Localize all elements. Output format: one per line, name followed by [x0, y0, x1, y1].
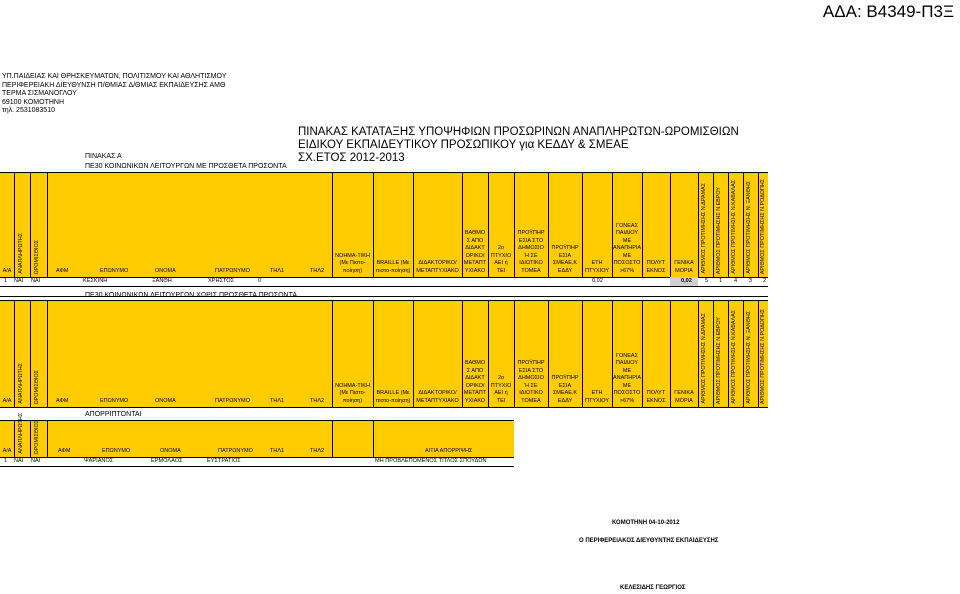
- col-oromisthios: ΩΡΟΜΙΣΘΙΟΣ: [34, 239, 40, 274]
- col-aa: Α/Α: [2, 267, 12, 274]
- section-rejected-label: ΑΠΟΡΡΙΠΤΟΝΤΑΙ: [85, 411, 142, 418]
- col-eponymo: ΕΠΩΝΥΜΟ: [100, 267, 129, 274]
- col-genika-moria: ΓΕΝΙΚΑ ΜΟΡΙΑ: [674, 390, 694, 404]
- col-anaplirotis: ΑΝΑΠΛΗΡΩΤΗΣ: [18, 233, 24, 274]
- cell-pref-kavalas: 4: [734, 278, 738, 284]
- col-pref-evrou: ΑΡΙΘΜΟΣ ΠΡΟΤΙΜΗΣΗΣ Ν.ΕΒΡΟΥ: [716, 316, 722, 404]
- col-pref-xanthis: ΑΡΙΘΜΟΣ ΠΡΟΤΙΜΗΣΗΣ Ν. ΞΑΝΘΗΣ: [746, 181, 752, 274]
- col-afm: ΑΦΜ: [58, 447, 71, 454]
- cell-onoma: ΕΡΜΟΛΑΟΣ: [151, 458, 183, 464]
- document-title-line-1: ΠΙΝΑΚΑΣ ΚΑΤΑΤΑΞΗΣ ΥΠΟΨΗΦΙΩΝ ΠΡΟΣΩΡΙΝΩΝ ΑΝΑΠΛΗΡΩΤΩΝ-ΩΡΟΜΙΣΘΙΩΝ: [298, 126, 739, 138]
- ministry-line-1: ΥΠ.ΠΑΙΔΕΙΑΣ ΚΑΙ ΘΡΗΣΚΕΥΜΑΤΩΝ, ΠΟΛΙΤΙΣΜΟΥ ΚΑΙ ΑΘΛΗΤΙΣΜΟΥ: [2, 73, 227, 80]
- col-thl2: ΤΗΛ2: [310, 267, 325, 274]
- cell-anaplirotis: ΝΑΙ: [14, 458, 24, 464]
- col-prouphresia-smeae: ΠΡΟΫΠΗΡ ΕΣΙΑ ΣΜΕΑΕ,Κ ΕΔΔΥ: [551, 245, 579, 274]
- cell-pref-rodopis: 2: [763, 278, 767, 284]
- col-onoma: ΟΝΟΜΑ: [160, 447, 181, 454]
- cell-pref-evrou: 1: [719, 278, 723, 284]
- col-thl1: ΤΗΛ1: [270, 397, 285, 404]
- col-pref-kavalas: ΑΡΙΘΜΟΣ ΠΡΟΤΙΜΗΣΗΣ Ν.ΚΑΒΑΛΑΣ: [731, 180, 737, 274]
- table-a-label: ΠΙΝΑΚΑΣ Α: [85, 153, 122, 160]
- col-genika-moria: ΓΕΝΙΚΑ ΜΟΡΙΑ: [674, 260, 694, 274]
- ministry-line-5: τηλ. 2531083510: [2, 107, 55, 115]
- cell-eponymo: ΚΕΣΚΙΝΗ: [83, 278, 108, 284]
- col-patronymo: ΠΑΤΡΩΝΥΜΟ: [218, 447, 253, 454]
- col-aa: Α/Α: [2, 397, 12, 404]
- col-aitia: ΑΙΤΙΑ ΑΠΟΡΡΙΨΗΣ: [425, 447, 473, 454]
- signatory-role: Ο ΠΕΡΙΦΕΡΕΙΑΚΟΣ ΔΙΕΥΘΥΝΤΗΣ ΕΚΠΑΙΔΕΥΣΗΣ: [579, 538, 719, 544]
- col-polyteknos: ΠΟΛΥΤ ΕΚΝΟΣ: [646, 390, 666, 404]
- cell-patronymo: ΧΡΗΣΤΟΣ: [208, 278, 235, 284]
- cell-onoma: ΞΑΝΘΗ: [152, 278, 172, 284]
- col-prouphresia-dimosio: ΠΡΟΫΠΗΡ ΕΣΙΑ ΣΤΟ ΔΗΜΟΣΙΟ Ή ΣΕ ΙΔΙΩΤΙΚΟ ΤΟΜΕΑ: [517, 360, 545, 404]
- col-ptyxio-2: 2ο ΠΤΥΧΙΟ ΑΕΙ ή ΤΕΙ: [490, 245, 512, 274]
- col-thl2: ΤΗΛ2: [310, 397, 325, 404]
- cell-pref-xanthis: 3: [749, 278, 753, 284]
- ministry-line-3: ΤΕΡΜΑ ΣΙΣΜΑΝΟΓΛΟΥ: [2, 90, 77, 98]
- col-braille: BRAILLE (Με πιστο-ποίηση): [375, 390, 411, 404]
- col-noimatiki: ΝΟΗΜΑ-ΤΙΚΗ (Με Πιστο- ποίηση): [335, 382, 370, 404]
- col-thl1: ΤΗΛ1: [270, 267, 285, 274]
- col-braille: BRAILLE (Με πιστο-ποίηση): [375, 260, 411, 274]
- col-prouphresia-dimosio: ΠΡΟΫΠΗΡ ΕΣΙΑ ΣΤΟ ΔΗΜΟΣΙΟ Ή ΣΕ ΙΔΙΩΤΙΚΟ ΤΟΜΕΑ: [517, 230, 545, 274]
- col-pref-kavalas: ΑΡΙΘΜΟΣ ΠΡΟΤΙΜΗΣΗΣ Ν.ΚΑΒΑΛΑΣ: [731, 310, 737, 404]
- section-without-extra-label: ΠΕ30 ΚΟΙΝΩΝΙΚΩΝ ΛΕΙΤΟΥΡΓΩΝ ΧΩΡΙΣ ΠΡΟΣΘΕΤΑ ΠΡΟΣΟΝΤΑ: [85, 292, 297, 299]
- col-eponymo: ΕΠΩΝΥΜΟ: [100, 397, 129, 404]
- col-thl2: ΤΗΛ2: [310, 447, 325, 454]
- col-noimatiki: ΝΟΗΜΑ-ΤΙΚΗ (Με Πιστο- ποίηση): [335, 252, 370, 274]
- ministry-line-2: ΠΕΡΙΦΕΡΕΙΑΚΗ ΔΙΕΥΘΥΝΣΗ Π/ΘΜΙΑΣ Δ/ΘΜΙΑΣ ΕΚΠΑΙΔΕΥΣΗΣ ΑΜΘ: [2, 81, 226, 89]
- col-eti-ptyxiou: ΕΤΗ ΠΤΥΧΙΟΥ: [585, 260, 609, 274]
- col-pref-rodopis: ΑΡΙΘΜΟΣ ΠΡΟΤΙΜΗΣΗΣ Ν.ΡΟΔΟΠΗΣ: [760, 308, 766, 404]
- cell-eponymo: ΨΑΡΙΑΝΟΣ: [84, 458, 114, 464]
- col-ptyxio-2: 2ο ΠΤΥΧΙΟ ΑΕΙ ή ΤΕΙ: [490, 375, 512, 404]
- cell-prouphresia: 0,02: [592, 278, 603, 284]
- col-anaplirotis: ΑΝΑΠΛΗΡΩΤΗΣ: [18, 413, 24, 454]
- col-oromisthios: ΩΡΟΜΙΣΘΙΟΣ: [34, 419, 40, 454]
- table-header-band-2: [0, 300, 768, 408]
- cell-pref-dramas: 5: [705, 278, 709, 284]
- cell-patronymo: ΕΥΣΤΡΑΤΙΟΣ: [207, 458, 241, 464]
- col-pref-evrou: ΑΡΙΘΜΟΣ ΠΡΟΤΙΜΗΣΗΣ Ν.ΕΒΡΟΥ: [716, 186, 722, 274]
- col-pref-dramas: ΑΡΙΘΜΟΣ ΠΡΟΤΙΜΗΣΗΣ Ν.ΔΡΑΜΑΣ: [701, 183, 707, 274]
- place-date: ΚΟΜΟΤΗΝΗ 04-10-2012: [612, 520, 680, 526]
- table-header-band-1: [0, 172, 768, 278]
- cell-genika-moria: 0,02: [681, 278, 692, 284]
- col-eponymo: ΕΠΩΝΥΜΟ: [102, 447, 131, 454]
- col-patronymo: ΠΑΤΡΩΝΥΜΟ: [215, 397, 250, 404]
- col-prouphresia-smeae: ΠΡΟΫΠΗΡ ΕΣΙΑ ΣΜΕΑΕ,Κ ΕΔΔΥ: [551, 375, 579, 404]
- cell-aa: 1: [4, 458, 8, 464]
- col-goneas: ΓΟΝΕΑΣ ΠΑΙΔΙΟΥ ΜΕ ΑΝΑΠΗΡΙΑ ΜΕ ΠΟΣΟΣΤΟ >67%: [612, 352, 642, 404]
- cell-aa: 1: [4, 278, 8, 284]
- col-onoma: ΟΝΟΜΑ: [155, 397, 176, 404]
- col-didaktoriko: ΔΙΔΑΚΤΟΡΙΚΟ/ ΜΕΤΑΠΤΥΧΙΑΚΟ: [416, 260, 459, 274]
- col-onoma: ΟΝΟΜΑ: [155, 267, 176, 274]
- signatory-name: ΚΕΛΕΣΙΔΗΣ ΓΕΩΡΓΙΟΣ: [620, 585, 686, 591]
- section-with-extra-label: ΠΕ30 ΚΟΙΝΩΝΙΚΩΝ ΛΕΙΤΟΥΡΓΩΝ ΜΕ ΠΡΟΣΘΕΤΑ ΠΡΟΣΟΝΤΑ: [85, 163, 287, 170]
- col-polyteknos: ΠΟΛΥΤ ΕΚΝΟΣ: [646, 260, 666, 274]
- col-vathmos: ΒΑΘΜΟ Σ ΑΠΟ ΔΙΔΑΚΤ ΟΡΙΚΟ/ ΜΕΤΑΠΤ ΥΧΙΑΚΟ: [463, 230, 487, 274]
- col-patronymo: ΠΑΤΡΩΝΥΜΟ: [215, 267, 250, 274]
- cell-anaplirotis: ΝΑΙ: [14, 278, 24, 284]
- col-pref-rodopis: ΑΡΙΘΜΟΣ ΠΡΟΤΙΜΗΣΗΣ Ν.ΡΟΔΟΠΗΣ: [760, 178, 766, 274]
- col-oromisthios: ΩΡΟΜΙΣΘΙΟΣ: [34, 369, 40, 404]
- col-eti-ptyxiou: ΕΤΗ ΠΤΥΧΙΟΥ: [585, 390, 609, 404]
- table-row: [0, 277, 768, 287]
- col-aa: Α/Α: [2, 447, 12, 454]
- col-afm: ΑΦΜ: [56, 267, 69, 274]
- cell-oromisthios: ΝΑΙ: [31, 458, 41, 464]
- cell-aitia: ΜΗ ΠΡΟΒΛΕΠΟΜΕΝΟΣ ΤΙΤΛΟΣ ΣΠΟΥΔΩΝ: [375, 458, 487, 464]
- ministry-line-4: 69100 ΚΟΜΟΤΗΝΗ: [2, 98, 65, 106]
- document-title-line-2: ΕΙΔΙΚΟΥ ΕΚΠΑΙΔΕΥΤΙΚΟΥ ΠΡΟΣΩΠΙΚΟΥ για ΚΕΔΔΥ & ΣΜΕΑΕ: [298, 139, 629, 151]
- col-thl1: ΤΗΛ1: [270, 447, 285, 454]
- col-anaplirotis: ΑΝΑΠΛΗΡΩΤΗΣ: [18, 363, 24, 404]
- col-goneas: ΓΟΝΕΑΣ ΠΑΙΔΙΟΥ ΜΕ ΑΝΑΠΗΡΙΑ ΜΕ ΠΟΣΟΣΤΟ >67%: [612, 222, 642, 274]
- document-title-line-3: ΣΧ.ΕΤΟΣ 2012-2013: [298, 152, 405, 164]
- col-didaktoriko: ΔΙΔΑΚΤΟΡΙΚΟ/ ΜΕΤΑΠΤΥΧΙΑΚΟ: [416, 390, 459, 404]
- col-pref-xanthis: ΑΡΙΘΜΟΣ ΠΡΟΤΙΜΗΣΗΣ Ν. ΞΑΝΘΗΣ: [746, 311, 752, 404]
- table-row: [0, 457, 514, 467]
- cell-oromisthios: ΝΑΙ: [31, 278, 41, 284]
- col-pref-dramas: ΑΡΙΘΜΟΣ ΠΡΟΤΙΜΗΣΗΣ Ν.ΔΡΑΜΑΣ: [701, 313, 707, 404]
- ada-code: ΑΔΑ: Β4349-Π3Ξ: [822, 2, 954, 21]
- cell-thl1: 0: [258, 278, 262, 284]
- col-vathmos: ΒΑΘΜΟ Σ ΑΠΟ ΔΙΔΑΚΤ ΟΡΙΚΟ/ ΜΕΤΑΠΤ ΥΧΙΑΚΟ: [463, 360, 487, 404]
- col-afm: ΑΦΜ: [56, 397, 69, 404]
